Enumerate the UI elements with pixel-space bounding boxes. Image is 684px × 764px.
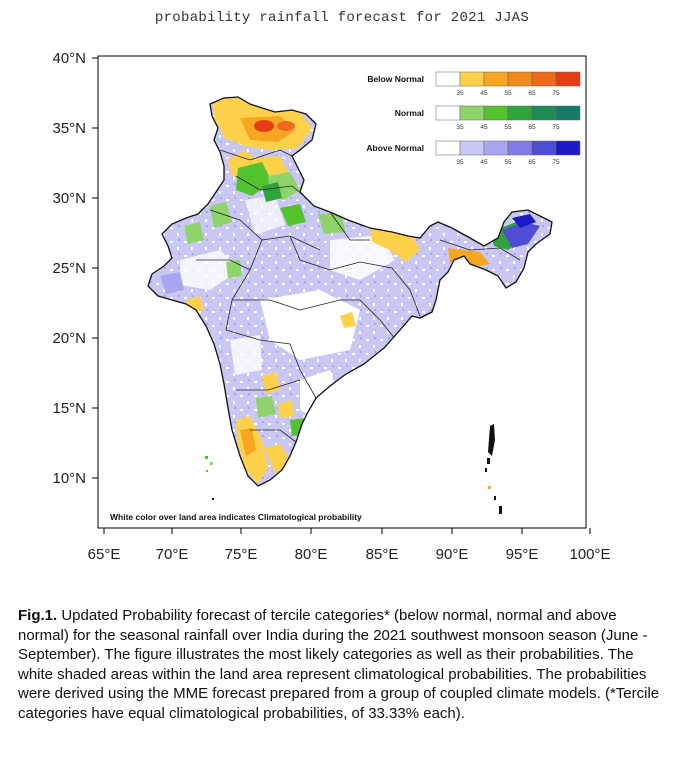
legend-an-tick: 45 bbox=[480, 159, 488, 166]
legend-swatch bbox=[436, 106, 460, 120]
lat-label-40n: 40°N bbox=[52, 50, 86, 67]
legend-swatch bbox=[556, 141, 580, 155]
legend-swatch bbox=[460, 106, 484, 120]
legend-bn-tick: 45 bbox=[480, 90, 488, 97]
lon-label-90e: 90°E bbox=[435, 546, 469, 563]
legend-below-normal-label: Below Normal bbox=[367, 74, 424, 84]
lon-label-85e: 85°E bbox=[365, 546, 399, 563]
map-title: probability rainfall forecast for 2021 JJAS bbox=[154, 10, 530, 26]
legend-an-tick: 35 bbox=[456, 159, 464, 166]
lat-label-10n: 10°N bbox=[52, 470, 86, 487]
legend-swatch bbox=[484, 106, 508, 120]
legend-above-normal-label: Above Normal bbox=[366, 143, 424, 153]
legend-above-normal-bar bbox=[436, 141, 580, 155]
legend-normal-bar bbox=[436, 106, 580, 120]
legend-bn-tick: 35 bbox=[456, 90, 464, 97]
legend-n-tick: 35 bbox=[456, 124, 464, 131]
legend-an-tick: 65 bbox=[528, 159, 536, 166]
caption-text: Updated Probability forecast of tercile categories* (below normal, normal and above normal) for the seasonal rainfall over India during the 2021 southwest monsoon season (June - September). The figure illustrates the most likely categories as well as their probabilities. The white shaded areas within the land area represent climatological probabilities. The probabilities were derived using the MME forecast prepared from a group of coupled climate models. (*Tercile categories have equal climatological probabilities, of 33.33% each). bbox=[18, 607, 660, 722]
lon-label-65e: 65°E bbox=[87, 546, 121, 563]
legend-n-tick: 75 bbox=[552, 124, 560, 131]
legend-swatch bbox=[556, 106, 580, 120]
legend-swatch bbox=[436, 72, 460, 86]
lon-label-80e: 80°E bbox=[294, 546, 328, 563]
x-ticks bbox=[104, 528, 590, 534]
legend-an-tick: 75 bbox=[552, 159, 560, 166]
caption-label: Fig.1. bbox=[18, 607, 58, 624]
legend-normal-label: Normal bbox=[394, 108, 424, 118]
legend-swatch bbox=[460, 72, 484, 86]
legend-n-tick: 65 bbox=[528, 124, 536, 131]
legend-swatch bbox=[508, 141, 532, 155]
figure-caption bbox=[18, 606, 666, 724]
lon-label-70e: 70°E bbox=[155, 546, 189, 563]
legend-swatch bbox=[508, 106, 532, 120]
legend-an-tick: 55 bbox=[504, 159, 512, 166]
legend-swatch bbox=[508, 72, 532, 86]
legend-n-tick: 45 bbox=[480, 124, 488, 131]
legend-swatch bbox=[460, 141, 484, 155]
lon-label-100e: 100°E bbox=[569, 546, 611, 563]
legend-swatch bbox=[556, 72, 580, 86]
legend-swatch bbox=[484, 141, 508, 155]
legend-below-normal-bar bbox=[436, 72, 580, 86]
lat-label-25n: 25°N bbox=[52, 260, 86, 277]
legend-bn-tick: 65 bbox=[528, 90, 536, 97]
legend-swatch bbox=[436, 141, 460, 155]
legend-swatch bbox=[532, 106, 556, 120]
legend-bn-tick: 55 bbox=[504, 90, 512, 97]
legend-swatch bbox=[532, 141, 556, 155]
legend-bn-tick: 75 bbox=[552, 90, 560, 97]
climatology-note: White color over land area indicates Climatological probability bbox=[110, 512, 362, 522]
legend-swatch bbox=[484, 72, 508, 86]
lon-label-95e: 95°E bbox=[505, 546, 539, 563]
lat-label-20n: 20°N bbox=[52, 330, 86, 347]
lon-label-75e: 75°E bbox=[224, 546, 258, 563]
y-ticks bbox=[92, 58, 98, 478]
legend-n-tick: 55 bbox=[504, 124, 512, 131]
legend-swatch bbox=[532, 72, 556, 86]
lat-label-15n: 15°N bbox=[52, 400, 86, 417]
lat-label-30n: 30°N bbox=[52, 190, 86, 207]
lat-label-35n: 35°N bbox=[52, 120, 86, 137]
